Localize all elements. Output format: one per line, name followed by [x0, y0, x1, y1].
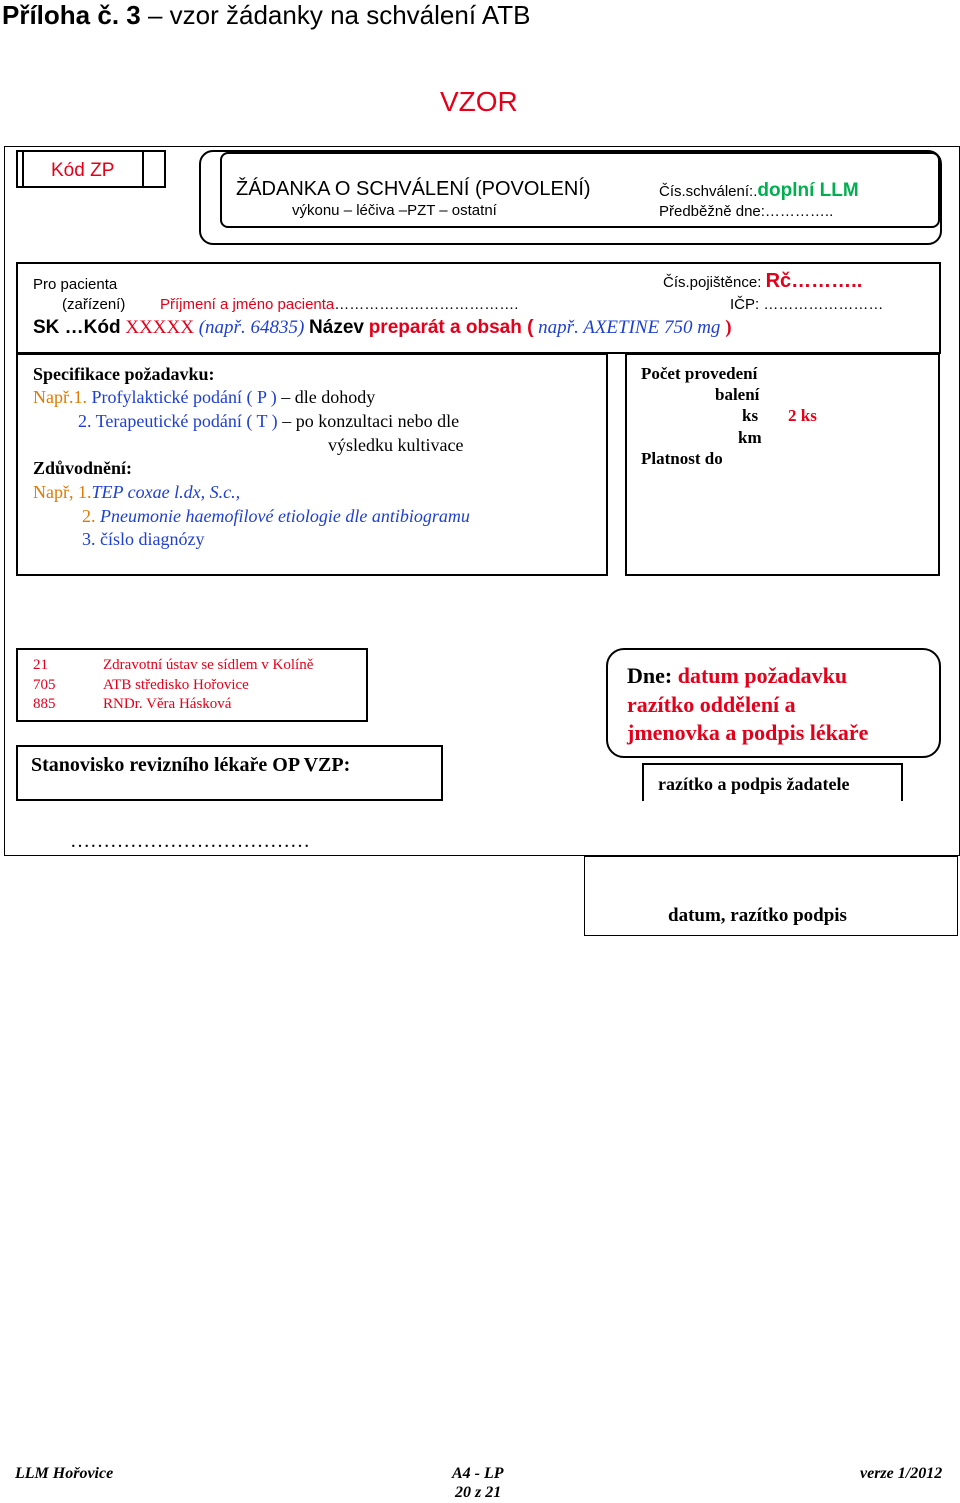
institution-name: Zdravotní ústav se sídlem v Kolíně: [103, 657, 314, 673]
institution-row: [33, 657, 313, 674]
approval-number-value: doplní LLM: [757, 180, 859, 201]
spec-line3: výsledku kultivace: [328, 435, 464, 455]
reason-3: 3. číslo diagnózy: [82, 529, 205, 549]
patient-name: [160, 296, 518, 313]
rc-dots: ………..: [791, 270, 863, 292]
insured-number-label: Čís.pojištěnce:: [663, 274, 762, 291]
institution-row: [33, 696, 231, 713]
ks-value: 2 ks: [788, 406, 817, 425]
signature-dots: ………………………………: [70, 830, 310, 852]
preparat-example: např. AXETINE 750 mg: [538, 317, 721, 338]
baleni-label: balení: [715, 385, 760, 404]
spec-heading: Specifikace požadavku:: [33, 364, 215, 384]
reason-1: [33, 482, 240, 503]
patient-name-label: Příjmení a jméno pacienta: [160, 296, 335, 313]
spec-profylakticke: Profylaktické podání ( P ): [91, 387, 277, 407]
footer-right: verze 1/2012: [860, 1465, 943, 1482]
approval-number-label: Čís.schválení:.: [659, 183, 758, 200]
sk-code-label: SK …Kód: [33, 317, 121, 338]
dne-value: datum požadavku: [677, 663, 848, 688]
institution-row: [33, 677, 249, 694]
applicant-stamp-label: razítko a podpis žadatele: [658, 774, 850, 794]
footer-left: LLM Hořovice: [15, 1465, 114, 1482]
institution-name: RNDr. Věra Hásková: [103, 696, 232, 712]
zduvodneni-heading: Zdůvodnění:: [33, 458, 133, 478]
kod-zp-label: Kód ZP: [51, 160, 115, 181]
spec-terapeuticke: 2. Terapeutické podání ( T ): [78, 411, 278, 431]
institution-code: 705: [33, 677, 56, 693]
zarizeni-label: (zařízení): [62, 296, 126, 313]
footer-center: A4 - LP: [452, 1465, 504, 1482]
institution-code: 885: [33, 696, 56, 712]
insured-number: [663, 270, 862, 293]
title-rest: vzor žádanky na schválení ATB: [169, 0, 531, 30]
patient-name-dots: ……………………………….: [334, 296, 519, 313]
platnost-label: Platnost do: [641, 449, 723, 468]
reason-2-text: Pneumonie haemofilové etiologie dle antibiogramu: [100, 506, 470, 526]
spec-line2: [78, 411, 459, 432]
kod-example: (např. 64835): [198, 317, 305, 338]
preparat-close: ): [725, 317, 732, 338]
nazev-label: Název: [309, 317, 364, 338]
title-dash: –: [147, 0, 163, 30]
preparat-label: preparát a obsah (: [368, 317, 534, 338]
icp-label: IČP: ……………………: [730, 296, 884, 313]
rc-value: Rč: [765, 270, 792, 292]
institution-name: ATB středisko Hořovice: [103, 677, 249, 693]
km-label: km: [738, 428, 762, 447]
kod-value: XXXXX: [125, 317, 194, 338]
stanovisko-label: Stanovisko revizního lékaře OP VZP:: [31, 754, 351, 776]
dne-label: Dne:: [627, 663, 673, 688]
pro-pacienta: Pro pacienta: [33, 276, 118, 293]
reason-1-prefix: Např, 1.: [33, 482, 92, 502]
pocet-label: Počet provedení: [641, 364, 758, 383]
reason-1-text: TEP coxae l.dx, S.c.,: [91, 482, 241, 502]
reason-2-prefix: 2.: [82, 506, 96, 526]
preliminary-date: Předběžně dne:…………..: [659, 203, 834, 220]
institution-code: 21: [33, 657, 48, 673]
reviewer-stamp-label: datum, razítko podpis: [668, 905, 847, 926]
spec-line1: [33, 387, 375, 408]
reason-2: [82, 506, 470, 527]
title-prefix: Příloha č. 3: [2, 0, 141, 30]
page-title: [2, 0, 531, 31]
dne-line: [627, 663, 847, 689]
request-title: ŽÁDANKA O SCHVÁLENÍ (POVOLENÍ): [236, 178, 591, 200]
spec-dohody: – dle dohody: [281, 387, 376, 407]
ks-label: ks: [742, 406, 759, 425]
signature-line: jmenovka a podpis lékaře: [627, 720, 869, 745]
stamp-line: razítko oddělení a: [627, 692, 796, 717]
spec-konzultaci: – po konzultaci nebo dle: [282, 411, 460, 431]
vzor-label: VZOR: [440, 86, 518, 117]
page-number: 20 z 21: [455, 1484, 502, 1501]
drug-line: [33, 317, 732, 339]
approval-number: [659, 180, 859, 202]
spec-napr1: Např.1.: [33, 387, 87, 407]
request-subtitle: výkonu – léčiva –PZT – ostatní: [292, 202, 497, 219]
